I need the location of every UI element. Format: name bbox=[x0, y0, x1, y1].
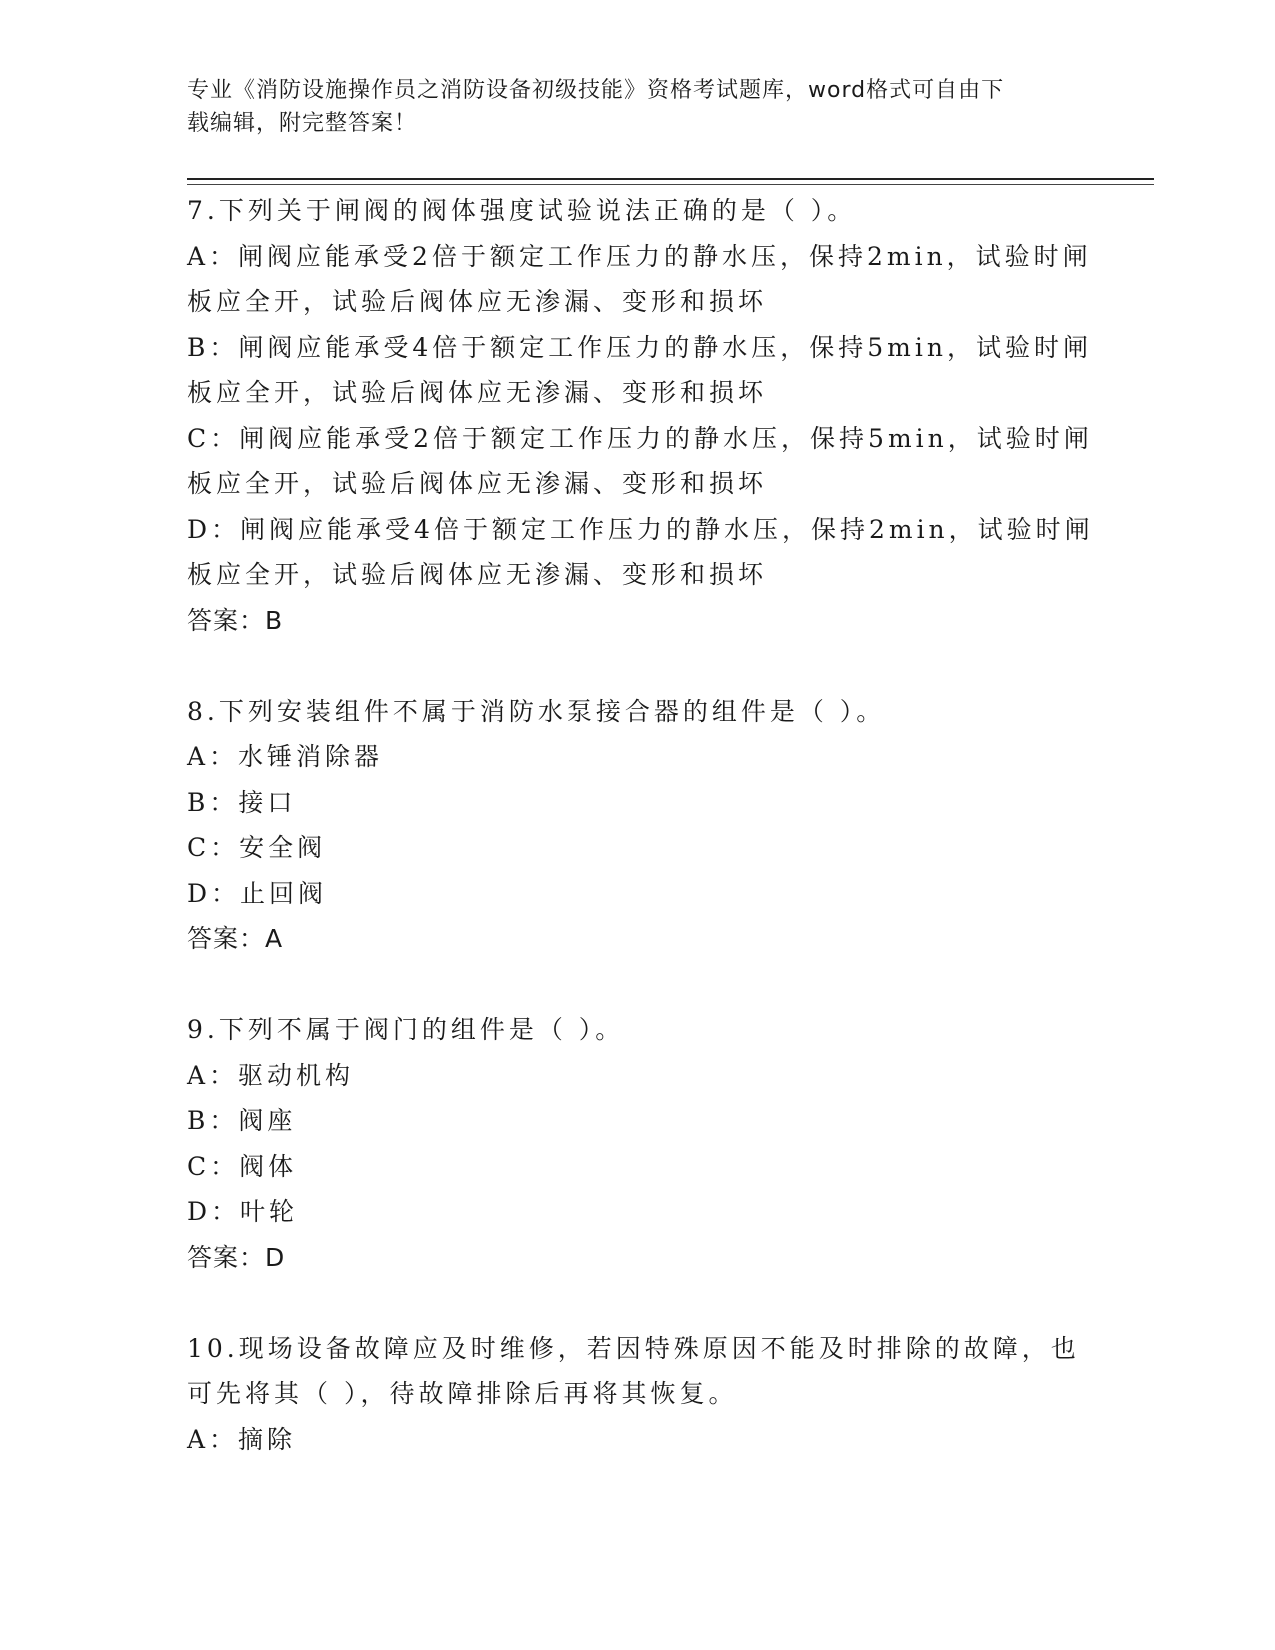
question-stem: 9.下列不属于阀门的组件是（ ）。 bbox=[187, 1015, 625, 1044]
answer-option bbox=[187, 825, 1087, 871]
question-stem: 8.下列安装组件不属于消防水泵接合器的组件是（ ）。 bbox=[187, 696, 886, 726]
option-text-line: D：闸阀应能承受4倍于额定工作压力的静水压，保持2min，试验时闸 bbox=[187, 514, 1094, 544]
question-block bbox=[187, 1326, 1087, 1463]
option-text-line: B：阀座 bbox=[187, 1106, 297, 1135]
answer-option bbox=[187, 871, 1087, 917]
option-text-line: B：闸阀应能承受4倍于额定工作压力的静水压，保持5min，试验时闸 bbox=[187, 332, 1092, 362]
option-text-line: 板应全开，试验后阀体应无渗漏、变形和损坏 bbox=[187, 560, 768, 589]
header-line: 载编辑，附完整答案！ bbox=[187, 111, 418, 136]
option-text-line: C：闸阀应能承受2倍于额定工作压力的静水压，保持5min，试验时闸 bbox=[187, 423, 1093, 453]
answer-option bbox=[187, 1098, 1087, 1144]
question-block bbox=[187, 1007, 1087, 1326]
answer-option bbox=[187, 1053, 1087, 1099]
answer-key: 答案：B bbox=[187, 605, 284, 635]
question-spacer bbox=[187, 1280, 1087, 1326]
option-text-line: D：止回阀 bbox=[187, 878, 328, 908]
document-header bbox=[187, 74, 1077, 140]
answer-key: 答案：A bbox=[187, 924, 284, 953]
answer-key: 答案：D bbox=[187, 1242, 286, 1272]
answer-option bbox=[187, 416, 1093, 507]
option-text-line: 板应全开，试验后阀体应无渗漏、变形和损坏 bbox=[187, 469, 768, 498]
answer-option bbox=[187, 1417, 1087, 1463]
option-text-line: B：接口 bbox=[187, 787, 297, 817]
option-text-line: D：叶轮 bbox=[187, 1197, 299, 1226]
option-text-line: 板应全开，试验后阀体应无渗漏、变形和损坏 bbox=[187, 287, 768, 316]
answer-option bbox=[187, 507, 1094, 598]
option-text-line: C：安全阀 bbox=[187, 833, 327, 862]
option-text-line: A：闸阀应能承受2倍于额定工作压力的静水压，保持2min，试验时闸 bbox=[187, 241, 1092, 271]
answer-option bbox=[187, 234, 1092, 325]
option-text-line: C：阀体 bbox=[187, 1151, 298, 1181]
question-stem: 10.现场设备故障应及时维修，若因特殊原因不能及时排除的故障，也 bbox=[187, 1333, 1080, 1363]
question-stem: 7.下列关于闸阀的阀体强度试验说法正确的是（ ）。 bbox=[187, 196, 857, 225]
answer-option bbox=[187, 734, 1087, 780]
option-text-line: 板应全开，试验后阀体应无渗漏、变形和损坏 bbox=[187, 378, 768, 407]
header-divider-thick bbox=[187, 178, 1154, 180]
header-line: 专业《消防设施操作员之消防设备初级技能》资格考试题库，word格式可自由下 bbox=[187, 78, 1005, 103]
option-text-line: A：水锤消除器 bbox=[187, 742, 384, 771]
question-block bbox=[187, 188, 1094, 689]
answer-option bbox=[187, 325, 1092, 416]
answer-option bbox=[187, 780, 1087, 826]
question-spacer bbox=[187, 962, 1087, 1008]
option-text-line: A：驱动机构 bbox=[187, 1060, 355, 1090]
option-text-line: A：摘除 bbox=[187, 1424, 297, 1454]
question-list bbox=[187, 188, 1094, 1462]
answer-option bbox=[187, 1144, 1087, 1190]
question-spacer bbox=[187, 643, 1087, 689]
header-divider-thin bbox=[187, 184, 1154, 185]
question-stem: 可先将其（ ），待故障排除后再将其恢复。 bbox=[187, 1379, 738, 1408]
question-block bbox=[187, 689, 1087, 1008]
answer-option bbox=[187, 1189, 1087, 1235]
